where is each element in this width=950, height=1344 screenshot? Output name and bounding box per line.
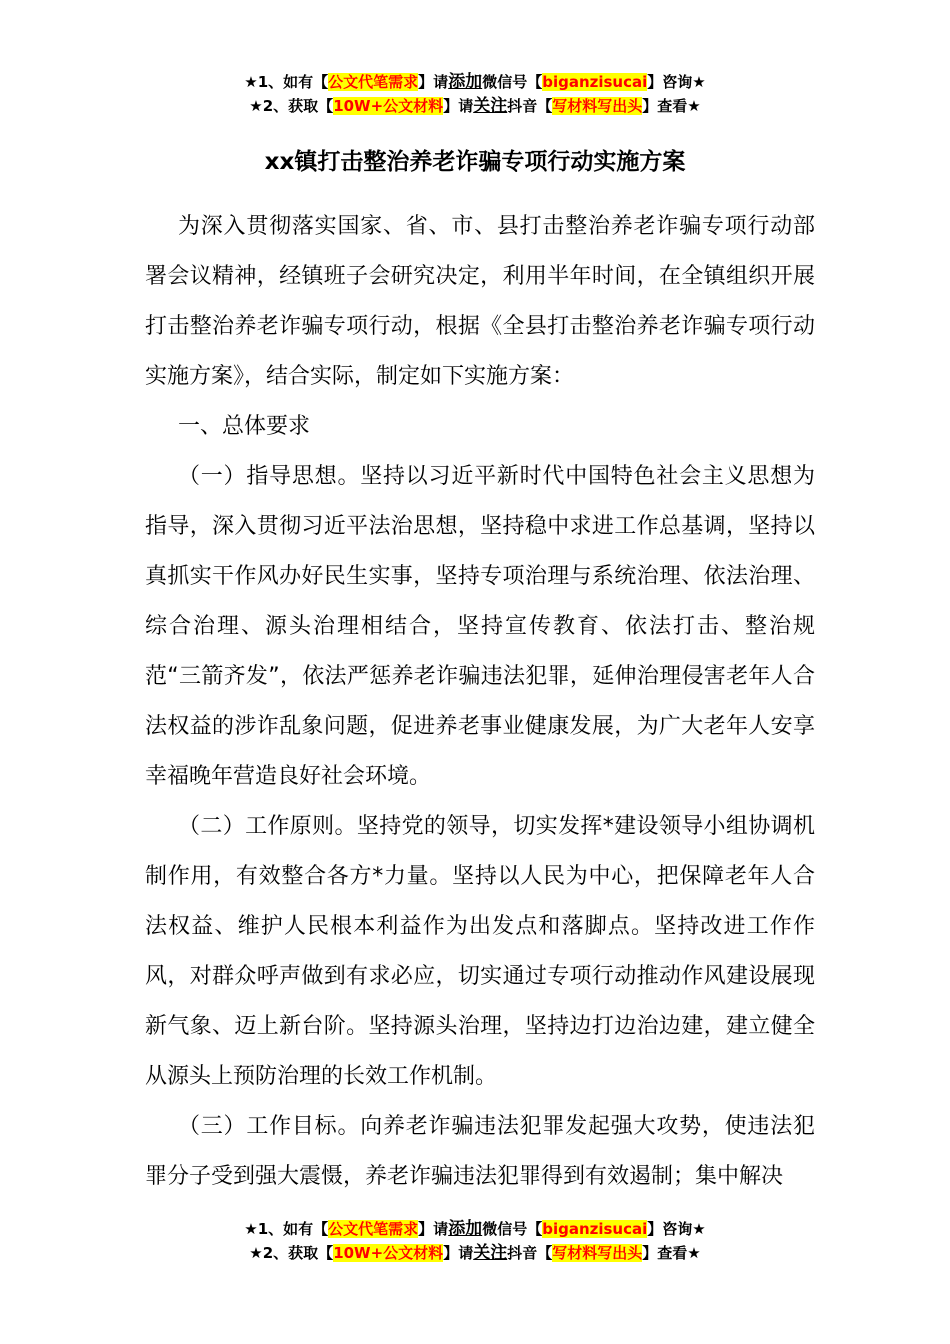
promo-line-2 xyxy=(0,94,950,118)
promo-emphasis: 关注 xyxy=(473,1243,508,1263)
promo-line-1 xyxy=(0,1217,950,1241)
promo-emphasis: 添加 xyxy=(448,72,483,92)
promo-highlight-douyin: 写材料写出头 xyxy=(552,97,643,115)
paragraph-intro: 为深入贯彻落实国家、省、市、县打击整治养老诈骗专项行动部署会议精神，经镇班子会研究决定，利用半年时间，在全镇组织开展打击整治养老诈骗专项行动，根据《全县打击整治养老诈骗专项行动实施方案》，结合实际，制定如下实施方案： xyxy=(145,214,815,389)
promo-text: 】咨询★ xyxy=(647,73,706,91)
promo-emphasis: 关注 xyxy=(473,96,508,116)
promo-text: ★2、获取【 xyxy=(249,97,334,115)
promo-line-1 xyxy=(0,70,950,94)
promo-text: 抖音【 xyxy=(507,1244,553,1262)
promo-text: 】请 xyxy=(443,97,474,115)
promo-text: 微信号【 xyxy=(482,1220,543,1238)
promo-text: 】请 xyxy=(418,1220,449,1238)
promo-emphasis: 添加 xyxy=(448,1219,483,1239)
promo-line-2 xyxy=(0,1241,950,1265)
promo-highlight-wechat: biganzisucai xyxy=(542,1220,648,1238)
promo-text: 】请 xyxy=(418,73,449,91)
document-body xyxy=(145,202,815,1202)
promo-banner-bottom xyxy=(0,1217,950,1265)
promo-highlight: 10W+公文材料 xyxy=(333,97,444,115)
promo-text: 】咨询★ xyxy=(647,1220,706,1238)
promo-text: ★1、如有【 xyxy=(244,1220,329,1238)
paragraph-work-principles: （二）工作原则。坚持党的领导，切实发挥*建设领导小组协调机制作用，有效整合各方*力量。坚持以人民为中心，把保障老年人合法权益、维护人民根本利益作为出发点和落脚点。坚持改进工作作风，对群众呼声做到有求必应，切实通过专项行动推动作风建设展现新气象、迈上新台阶。坚持源头治理，坚持边打边治边建，建立健全从源头上预防治理的长效工作机制。 xyxy=(145,814,815,1089)
document-title: xx镇打击整治养老诈骗专项行动实施方案 xyxy=(264,149,686,175)
promo-text: 】查看★ xyxy=(642,1244,701,1262)
paragraph-guiding-thought: （一）指导思想。坚持以习近平新时代中国特色社会主义思想为指导，深入贯彻习近平法治思想，坚持稳中求进工作总基调，坚持以真抓实干作风办好民生实事，坚持专项治理与系统治理、依法治理、综合治理、源头治理相结合，坚持宣传教育、依法打击、整治规范“三箭齐发”，依法严惩养老诈骗违法犯罪，延伸治理侵害老年人合法权益的涉诈乱象问题，促进养老事业健康发展，为广大老年人安享幸福晚年营造良好社会环境。 xyxy=(145,464,815,789)
promo-text: 】请 xyxy=(443,1244,474,1262)
paragraph-work-goals: （三）工作目标。向养老诈骗违法犯罪发起强大攻势，使违法犯罪分子受到强大震慑，养老诈骗违法犯罪得到有效遏制；集中解决 xyxy=(145,1114,815,1189)
promo-highlight-wechat: biganzisucai xyxy=(542,73,648,91)
promo-banner-top xyxy=(0,70,950,118)
promo-highlight-douyin: 写材料写出头 xyxy=(552,1244,643,1262)
promo-highlight: 10W+公文材料 xyxy=(333,1244,444,1262)
promo-text: 抖音【 xyxy=(507,97,553,115)
section-heading: 一、总体要求 xyxy=(178,414,311,439)
promo-highlight: 公文代笔需求 xyxy=(328,1220,419,1238)
promo-highlight: 公文代笔需求 xyxy=(328,73,419,91)
promo-text: 】查看★ xyxy=(642,97,701,115)
promo-text: 微信号【 xyxy=(482,73,543,91)
promo-text: ★2、获取【 xyxy=(249,1244,334,1262)
promo-text: ★1、如有【 xyxy=(244,73,329,91)
